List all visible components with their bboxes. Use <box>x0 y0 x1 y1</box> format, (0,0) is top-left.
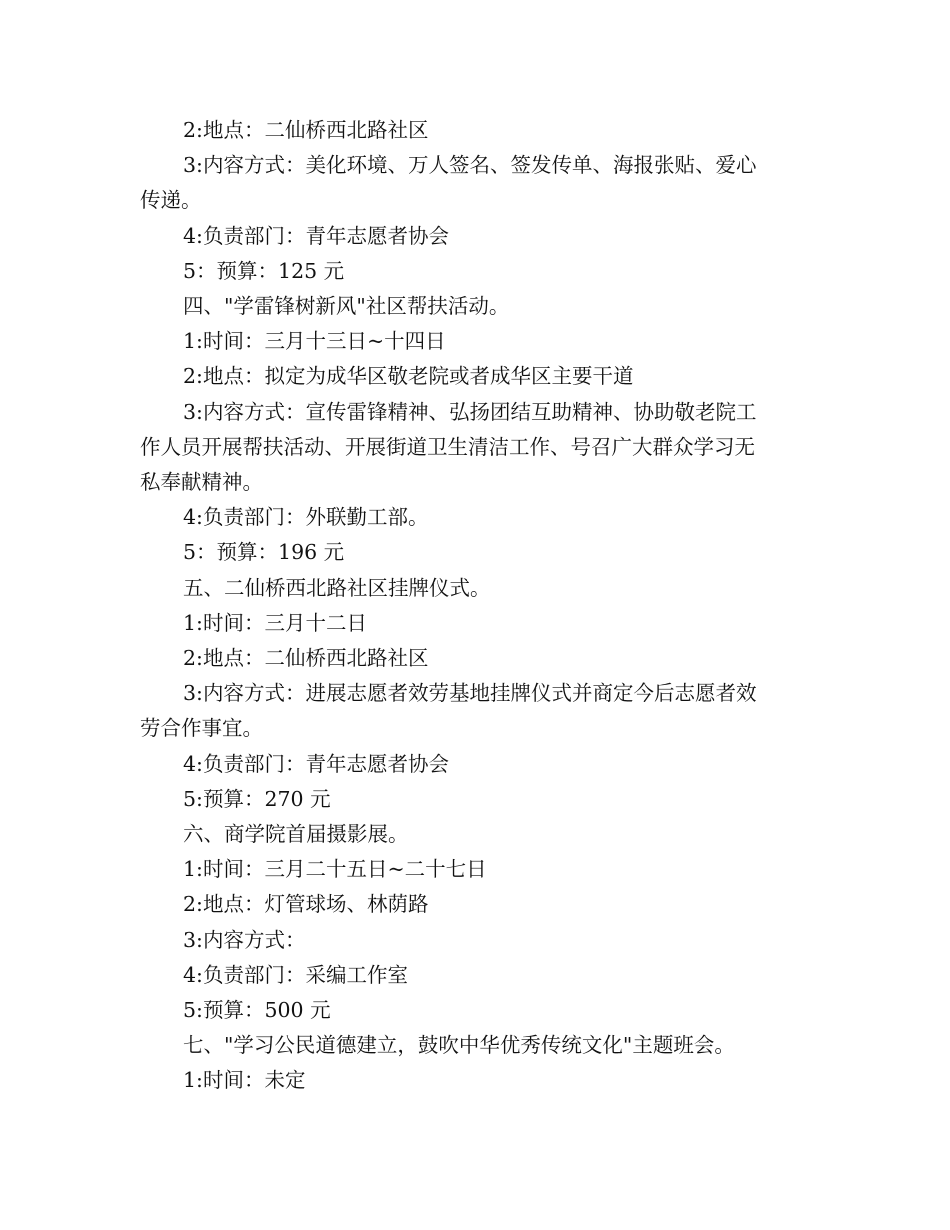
text-line: 四、"学雷锋树新风"社区帮扶活动。 <box>183 294 510 319</box>
text-line: 4:负责部门：外联勤工部。 <box>183 505 429 530</box>
text-line: 5:预算：270 元 <box>183 786 331 811</box>
text-line: 5：预算：125 元 <box>183 258 345 283</box>
text-line: 1:时间：三月二十五日~二十七日 <box>183 857 487 882</box>
text-line: 六、商学院首届摄影展。 <box>183 822 409 847</box>
document-body <box>140 113 816 1099</box>
text-line: 4:负责部门：青年志愿者协会 <box>183 223 449 248</box>
text-line: 2:地点：二仙桥西北路社区 <box>183 646 429 671</box>
text-line: 5:预算：500 元 <box>183 998 331 1023</box>
text-line: 3:内容方式： <box>183 927 306 952</box>
text-line: 2:地点：拟定为成华区敬老院或者成华区主要干道 <box>183 364 634 389</box>
text-line: 七、"学习公民道德建立，鼓吹中华优秀传统文化"主题班会。 <box>183 1033 735 1058</box>
text-line: 4:负责部门：青年志愿者协会 <box>183 751 449 776</box>
text-line: 1:时间：未定 <box>183 1068 306 1093</box>
text-line: 私奉献精神。 <box>140 470 263 495</box>
text-line: 3:内容方式：宣传雷锋精神、弘扬团结互助精神、协助敬老院工 <box>183 399 757 424</box>
text-line: 五、二仙桥西北路社区挂牌仪式。 <box>183 575 491 600</box>
text-line: 2:地点：二仙桥西北路社区 <box>183 118 429 142</box>
text-line: 劳合作事宜。 <box>140 716 263 741</box>
text-line: 传递。 <box>140 188 202 213</box>
text-line: 3:内容方式：进展志愿者效劳基地挂牌仪式并商定今后志愿者效 <box>183 681 757 706</box>
text-line: 3:内容方式：美化环境、万人签名、签发传单、海报张贴、爱心 <box>183 153 757 178</box>
text-line: 4:负责部门：采编工作室 <box>183 962 408 987</box>
text-line: 作人员开展帮扶活动、开展街道卫生清洁工作、号召广大群众学习无 <box>140 434 755 459</box>
text-line: 2:地点：灯管球场、林荫路 <box>183 892 429 917</box>
text-line: 5：预算：196 元 <box>183 540 345 565</box>
text-line: 1:时间：三月十二日 <box>183 610 367 635</box>
text-line: 1:时间：三月十三日~十四日 <box>183 329 446 354</box>
